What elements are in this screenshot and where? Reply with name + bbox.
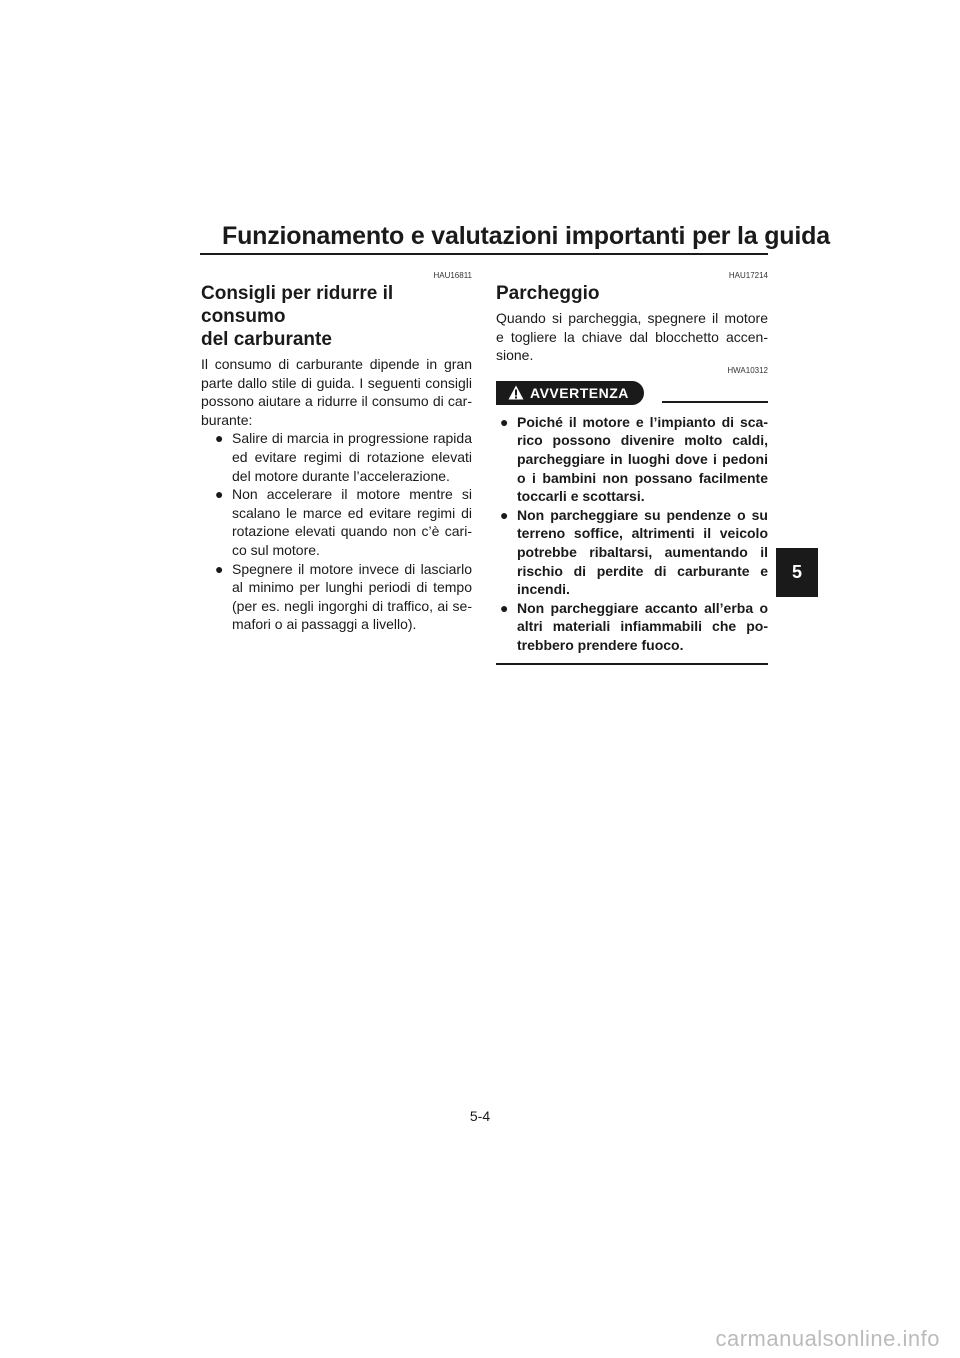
list-item	[201, 429, 472, 485]
heading-line-1: Consigli per ridurre il consumo	[201, 283, 394, 327]
list-item	[496, 413, 768, 506]
section-heading-parking: Parcheggio	[496, 283, 600, 304]
warning-label-text: AVVERTENZA	[530, 384, 629, 401]
list-item-text: Non accelerare il motore mentre si scalano le marce ed evitare regimi di rotazione elevati quando non c’è carico sul motore.	[232, 486, 472, 558]
page-number: 5-4	[469, 1108, 491, 1124]
list-item-text: Non parcheggiare su pendenze o su terreno soffice, altrimenti il veicolo potrebbe ribaltarsi, aumentando il rischio di perdite di carburante e incendi.	[517, 506, 768, 598]
left-column	[201, 270, 472, 634]
title-rule	[200, 253, 768, 255]
list-item	[496, 506, 768, 599]
warning-code: HWA10312	[727, 365, 768, 375]
chapter-tab: 5	[776, 548, 818, 597]
section-code: HAU17214	[728, 271, 768, 280]
bullet-dot-icon: ●	[500, 413, 509, 430]
right-column	[496, 270, 768, 665]
list-item	[201, 560, 472, 634]
warning-label	[496, 381, 644, 405]
intro-paragraph: Il consumo di carburante dipende in gran parte dallo stile di guida. I seguenti consigli possono aiutare a ridurre il consumo di carburante:	[201, 356, 472, 428]
bullet-dot-icon: ●	[500, 599, 509, 616]
page-title: Funzionamento e valutazioni importanti per la guida	[222, 222, 830, 250]
warning-rule	[662, 401, 768, 403]
list-item	[496, 599, 768, 655]
section-heading-fuel	[201, 282, 472, 351]
list-item-text: Spegnere il motore invece di lasciarlo al minimo per lunghi periodi di tempo (per es. negli ingorghi di traffico, ai semafori o ai passaggi a livello).	[232, 560, 472, 633]
warning-end-rule	[496, 663, 768, 665]
warning-header	[496, 381, 768, 407]
bullet-dot-icon: ●	[500, 506, 509, 523]
intro-paragraph: Quando si parcheggia, spegnere il motore e togliere la chiave dal blocchetto accensione.	[496, 310, 768, 364]
watermark: carmanualsonline.info	[715, 1326, 940, 1351]
list-item	[201, 485, 472, 559]
bullet-dot-icon: ●	[215, 560, 224, 577]
heading-line-2: del carburante	[201, 329, 332, 350]
tips-list	[201, 429, 472, 634]
warning-list	[496, 413, 768, 655]
bullet-dot-icon: ●	[215, 486, 224, 503]
list-item-text: Salire di marcia in progressione rapida ed evitare regimi di rotazione elevati del motore durante l’accelerazione.	[232, 430, 472, 484]
bullet-dot-icon: ●	[215, 430, 224, 447]
list-item-text: Non parcheggiare accanto all’erba o altri materiali infiammabili che potrebbero prendere fuoco.	[517, 599, 768, 653]
list-item-text: Poiché il motore e l’impianto di scarico possono divenire molto caldi, parcheggiare in luoghi dove i pedoni o i bambini non possano facilmente toccarli e scottarsi.	[517, 413, 768, 505]
section-code: HAU16811	[433, 271, 472, 280]
warning-triangle-icon	[508, 385, 524, 400]
